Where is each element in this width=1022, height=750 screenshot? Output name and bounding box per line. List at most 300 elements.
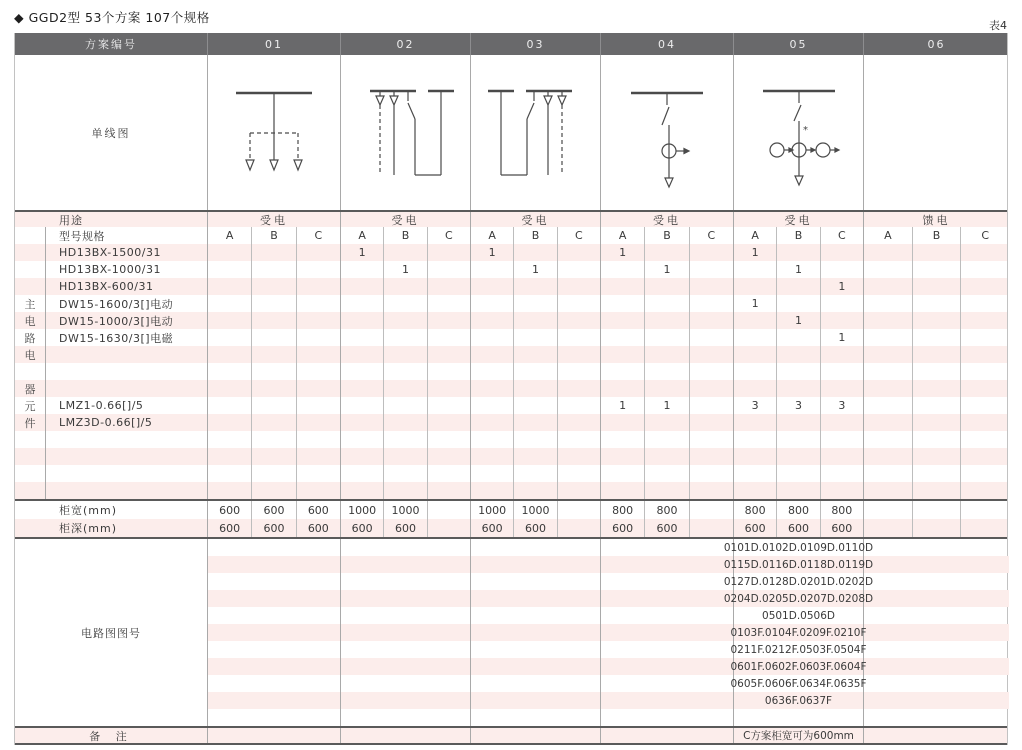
circuit-number-cell-04 xyxy=(601,573,734,590)
grid-cell xyxy=(961,448,1009,465)
header-row xyxy=(15,33,1007,55)
scheme-cells-05 xyxy=(734,227,864,244)
grid-cell xyxy=(208,448,252,465)
grid-cell xyxy=(961,482,1009,499)
spec-header-label: 型号规格 xyxy=(46,227,208,244)
grid-cell xyxy=(961,295,1009,312)
grid-cell xyxy=(428,501,470,519)
grid-cell xyxy=(690,363,733,380)
grid-cell xyxy=(645,482,689,499)
circuit-number-cell-05: 0636F.0637F xyxy=(734,692,864,709)
grid-cell xyxy=(558,329,600,346)
grid-cell xyxy=(341,295,384,312)
scheme-cells-02 xyxy=(341,363,471,380)
circuit-number-cell-04 xyxy=(601,641,734,658)
circuit-number-cell-04 xyxy=(601,607,734,624)
scheme-cells-04 xyxy=(601,227,734,244)
circuit-numbers-section xyxy=(15,537,1007,726)
grid-cell xyxy=(913,465,962,482)
remark-cell-06 xyxy=(864,728,1009,743)
header-scheme-03: 03 xyxy=(471,33,601,55)
circuit-number-cell-06 xyxy=(864,675,1009,692)
grid-cell: 1 xyxy=(384,261,427,278)
scheme-cells-03 xyxy=(471,501,601,519)
grid-cell xyxy=(208,278,252,295)
grid-cell xyxy=(341,397,384,414)
circuit-number-row xyxy=(208,658,1009,675)
grid-cell xyxy=(690,465,733,482)
grid-cell xyxy=(961,346,1009,363)
grid-cell xyxy=(961,501,1009,519)
scheme-cells-04 xyxy=(601,431,734,448)
grid-cell xyxy=(734,363,777,380)
grid-cell xyxy=(208,431,252,448)
circuit-number-cell-04 xyxy=(601,590,734,607)
grid-cell xyxy=(601,465,645,482)
side-label-char: 路 xyxy=(15,329,46,346)
grid-cell xyxy=(514,448,557,465)
grid-cell xyxy=(428,519,470,537)
grid-cell xyxy=(913,380,962,397)
circuit-number-cell-04 xyxy=(601,556,734,573)
grid-cell xyxy=(601,414,645,431)
grid-cell xyxy=(821,448,863,465)
scheme-cells-06 xyxy=(864,448,1009,465)
grid-cell xyxy=(913,519,962,537)
scheme-cells-03 xyxy=(471,448,601,465)
grid-cell xyxy=(297,380,340,397)
circuit-number-cell-06 xyxy=(864,709,1009,726)
grid-cell xyxy=(690,431,733,448)
scheme-cells-06 xyxy=(864,414,1009,431)
grid-cell xyxy=(864,397,913,414)
grid-cell xyxy=(690,501,733,519)
scheme-cells-06 xyxy=(864,346,1009,363)
scheme-cells-05 xyxy=(734,329,864,346)
scheme-cells-06 xyxy=(864,295,1009,312)
grid-cell xyxy=(734,346,777,363)
grid-cell xyxy=(384,431,427,448)
grid-cell xyxy=(961,431,1009,448)
grid-cell xyxy=(208,295,252,312)
scheme-cells-03 xyxy=(471,482,601,499)
grid-cell xyxy=(252,278,296,295)
scheme-cells-02 xyxy=(341,380,471,397)
grid-cell xyxy=(864,278,913,295)
scheme-cells-05 xyxy=(734,312,864,329)
scheme-cells-02 xyxy=(341,431,471,448)
scheme-cells-03 xyxy=(471,329,601,346)
scheme-cells-06 xyxy=(864,278,1009,295)
grid-cell: B xyxy=(645,227,689,244)
grid-cell xyxy=(471,261,514,278)
grid-cell: 3 xyxy=(734,397,777,414)
grid-cell xyxy=(558,465,600,482)
circuit-number-cell-01 xyxy=(208,590,341,607)
table-row xyxy=(15,295,1007,312)
grid-cell xyxy=(471,448,514,465)
grid-cell xyxy=(961,261,1009,278)
scheme-cells-02 xyxy=(341,465,471,482)
grid-cell xyxy=(558,295,600,312)
table-row xyxy=(15,448,1007,465)
grid-cell xyxy=(297,278,340,295)
grid-cell xyxy=(514,278,557,295)
grid-cell xyxy=(690,244,733,261)
grid-cell xyxy=(558,448,600,465)
spec-subheader-row xyxy=(15,227,1007,244)
grid-cell xyxy=(428,295,470,312)
grid-cell xyxy=(777,363,820,380)
single-line-diagram-06-empty xyxy=(864,55,1009,210)
grid-cell: 1 xyxy=(341,244,384,261)
grid-cell xyxy=(558,244,600,261)
usage-value: 受电 xyxy=(521,213,550,227)
component-model-label xyxy=(46,465,208,482)
grid-cell: 600 xyxy=(601,519,645,537)
scheme-cells-04 xyxy=(601,519,734,537)
grid-cell xyxy=(961,312,1009,329)
grid-cell xyxy=(777,465,820,482)
side-label-char xyxy=(15,244,46,261)
circuit-number-cell-05: 0103F.0104F.0209F.0210F xyxy=(734,624,864,641)
grid-cell xyxy=(208,363,252,380)
circuit-number-cell-05 xyxy=(734,709,864,726)
scheme-cells-04 xyxy=(601,244,734,261)
scheme-cells-02 xyxy=(341,244,471,261)
scheme-cells-05 xyxy=(734,346,864,363)
page-title: ◆ GGD2型 53个方案 107个规格 xyxy=(14,10,210,25)
spec-table xyxy=(14,33,1008,745)
circuit-number-cell-02 xyxy=(341,624,471,641)
grid-cell xyxy=(690,519,733,537)
grid-cell xyxy=(471,431,514,448)
grid-cell: 600 xyxy=(471,519,514,537)
grid-cell: 1 xyxy=(734,244,777,261)
table-row xyxy=(15,482,1007,499)
scheme-cells-01 xyxy=(208,519,341,537)
grid-cell xyxy=(601,312,645,329)
grid-cell xyxy=(864,465,913,482)
circuit-number-cell-03 xyxy=(471,692,601,709)
grid-cell xyxy=(913,431,962,448)
grid-cell xyxy=(558,482,600,499)
scheme-cells-02 xyxy=(341,227,471,244)
grid-cell xyxy=(645,363,689,380)
grid-cell: 1 xyxy=(601,244,645,261)
grid-cell xyxy=(645,414,689,431)
grid-cell xyxy=(821,414,863,431)
scheme-cells-01 xyxy=(208,295,341,312)
grid-cell xyxy=(471,465,514,482)
grid-cell xyxy=(471,482,514,499)
remark-cell-01 xyxy=(208,728,341,743)
usage-value: 受电 xyxy=(784,213,813,227)
circuit-number-cell-05: 0115D.0116D.0118D.0119D xyxy=(734,556,864,573)
circuit-number-cell-01 xyxy=(208,675,341,692)
grid-cell xyxy=(252,414,296,431)
grid-cell xyxy=(913,278,962,295)
scheme-cells-05 xyxy=(734,465,864,482)
scheme-cells-05 xyxy=(734,501,864,519)
table-row xyxy=(15,261,1007,278)
usage-value: 受电 xyxy=(653,213,681,227)
scheme-cells-06 xyxy=(864,465,1009,482)
grid-cell xyxy=(428,278,470,295)
remark-value: C方案柜宽可为600mm xyxy=(743,730,854,742)
grid-cell xyxy=(777,414,820,431)
side-label-char xyxy=(15,363,46,380)
scheme-cells-03 xyxy=(471,380,601,397)
circuit-number-row xyxy=(208,692,1009,709)
grid-cell: 3 xyxy=(777,397,820,414)
grid-cell xyxy=(821,363,863,380)
grid-cell xyxy=(558,261,600,278)
side-label-char: 主 xyxy=(15,295,46,312)
grid-cell xyxy=(252,363,296,380)
grid-cell xyxy=(690,482,733,499)
table-row xyxy=(15,278,1007,295)
grid-cell xyxy=(777,448,820,465)
circuit-number-cell-06 xyxy=(864,590,1009,607)
grid-cell xyxy=(558,312,600,329)
scheme-cells-02 xyxy=(341,414,471,431)
grid-cell xyxy=(384,397,427,414)
grid-cell: B xyxy=(252,227,296,244)
grid-cell xyxy=(913,501,962,519)
grid-cell xyxy=(690,329,733,346)
circuit-number-cell-03 xyxy=(471,624,601,641)
scheme-cells-03 xyxy=(471,519,601,537)
header-scheme-04: 04 xyxy=(601,33,734,55)
circuit-number-cell-05: 0101D.0102D.0109D.0110D xyxy=(734,539,864,556)
grid-cell xyxy=(341,448,384,465)
circuit-number-cell-03 xyxy=(471,539,601,556)
grid-cell xyxy=(913,244,962,261)
circuit-number-cell-06 xyxy=(864,556,1009,573)
grid-cell: 1 xyxy=(777,261,820,278)
circuit-number-row xyxy=(208,709,1009,726)
grid-cell xyxy=(601,482,645,499)
grid-cell xyxy=(601,448,645,465)
grid-cell xyxy=(734,312,777,329)
scheme-cells-01 xyxy=(208,261,341,278)
grid-cell xyxy=(734,448,777,465)
grid-cell: 1 xyxy=(838,280,846,293)
scheme-cells-06 xyxy=(864,227,1009,244)
grid-cell xyxy=(690,346,733,363)
grid-cell: 1000 xyxy=(384,501,427,519)
header-scheme-06: 06 xyxy=(927,37,946,51)
grid-cell xyxy=(514,431,557,448)
scheme-cells-01 xyxy=(208,363,341,380)
circuit-number-cell-01 xyxy=(208,692,341,709)
dimension-label: 柜深(mm) xyxy=(15,519,208,537)
scheme-cells-05 xyxy=(734,414,864,431)
scheme-cells-02 xyxy=(341,346,471,363)
grid-cell: C xyxy=(444,229,453,242)
scheme-cells-04 xyxy=(601,482,734,499)
grid-cell xyxy=(645,448,689,465)
grid-cell xyxy=(428,431,470,448)
grid-cell xyxy=(514,397,557,414)
grid-cell xyxy=(864,380,913,397)
circuit-numbers-label: 电路图图号 xyxy=(15,539,208,726)
grid-cell xyxy=(601,261,645,278)
table-row xyxy=(15,380,1007,397)
dimension-row xyxy=(15,519,1007,537)
component-model-label: HD13BX-1000/31 xyxy=(46,261,208,278)
scheme-cells-05 xyxy=(734,278,864,295)
grid-cell xyxy=(645,295,689,312)
grid-cell xyxy=(821,295,863,312)
single-line-diagram-01 xyxy=(208,55,341,210)
grid-cell: A xyxy=(341,227,384,244)
scheme-cells-04 xyxy=(601,363,734,380)
grid-cell xyxy=(864,261,913,278)
circuit-number-cell-06 xyxy=(864,539,1009,556)
usage-cell-05 xyxy=(734,212,864,227)
component-model-label xyxy=(46,346,208,363)
remark-row xyxy=(15,726,1007,745)
grid-cell xyxy=(297,363,340,380)
circuit-number-cell-02 xyxy=(341,709,471,726)
single-line-diagram-05 xyxy=(734,55,864,210)
busbar-three-feeder-icon xyxy=(214,63,334,203)
scheme-cells-01 xyxy=(208,448,341,465)
grid-cell: 600 xyxy=(514,519,557,537)
grid-cell xyxy=(341,380,384,397)
side-label-char: 件 xyxy=(15,414,46,431)
side-label-char xyxy=(15,431,46,448)
scheme-cells-03 xyxy=(471,397,601,414)
scheme-cells-05 xyxy=(734,519,864,537)
circuit-number-cell-05: 0127D.0128D.0201D.0202D xyxy=(734,573,864,590)
grid-cell xyxy=(734,261,777,278)
scheme-cells-02 xyxy=(341,519,471,537)
grid-cell xyxy=(777,329,820,346)
circuit-number-row xyxy=(208,573,1009,590)
grid-cell xyxy=(601,346,645,363)
grid-cell xyxy=(514,244,557,261)
grid-cell xyxy=(514,465,557,482)
grid-cell xyxy=(428,312,470,329)
grid-cell xyxy=(252,465,296,482)
grid-cell xyxy=(428,363,470,380)
grid-cell xyxy=(864,346,913,363)
circuit-number-cell-04 xyxy=(601,658,734,675)
grid-cell xyxy=(514,295,557,312)
grid-cell: 600 xyxy=(645,519,689,537)
grid-cell xyxy=(864,312,913,329)
side-label-char xyxy=(15,482,46,499)
grid-cell xyxy=(208,397,252,414)
scheme-cells-04 xyxy=(601,465,734,482)
table-row xyxy=(15,414,1007,431)
grid-cell xyxy=(913,312,962,329)
component-model-label: HD13BX-600/31 xyxy=(46,278,208,295)
grid-cell xyxy=(558,519,600,537)
grid-cell xyxy=(428,346,470,363)
grid-cell xyxy=(961,380,1009,397)
scheme-cells-01 xyxy=(208,312,341,329)
scheme-cells-05 xyxy=(734,431,864,448)
grid-cell xyxy=(690,380,733,397)
grid-cell xyxy=(384,363,427,380)
grid-cell xyxy=(777,295,820,312)
grid-cell: A xyxy=(734,227,777,244)
grid-cell xyxy=(601,278,645,295)
grid-cell xyxy=(341,312,384,329)
circuit-number-cell-01 xyxy=(208,641,341,658)
grid-cell: 1 xyxy=(514,261,557,278)
header-scheme-01: 01 xyxy=(208,33,341,55)
grid-cell xyxy=(864,501,913,519)
dimensions-section xyxy=(15,499,1007,537)
grid-cell xyxy=(341,346,384,363)
grid-cell xyxy=(821,312,863,329)
table-row xyxy=(15,312,1007,329)
grid-cell xyxy=(734,414,777,431)
component-model-label xyxy=(46,363,208,380)
grid-cell xyxy=(471,414,514,431)
scheme-cells-06 xyxy=(864,482,1009,499)
circuit-number-cell-05: 0501D.0506D xyxy=(734,607,864,624)
circuit-number-cell-04 xyxy=(601,692,734,709)
component-model-label xyxy=(46,482,208,499)
usage-cell-06 xyxy=(864,212,1009,227)
grid-cell xyxy=(558,380,600,397)
grid-cell xyxy=(341,431,384,448)
side-label-char xyxy=(15,261,46,278)
grid-cell xyxy=(297,465,340,482)
circuit-number-cell-02 xyxy=(341,539,471,556)
table-row xyxy=(15,346,1007,363)
side-label-char xyxy=(15,227,46,244)
grid-cell xyxy=(297,431,340,448)
grid-cell xyxy=(428,465,470,482)
grid-cell xyxy=(384,244,427,261)
scheme-cells-06 xyxy=(864,380,1009,397)
grid-cell: 600 xyxy=(831,521,853,535)
grid-cell xyxy=(297,244,340,261)
side-label-char xyxy=(15,465,46,482)
grid-cell xyxy=(428,482,470,499)
usage-cell-01 xyxy=(208,212,341,227)
grid-cell xyxy=(864,448,913,465)
grid-cell: 600 xyxy=(252,519,296,537)
grid-cell: A xyxy=(471,227,514,244)
grid-cell: 600 xyxy=(384,519,427,537)
component-model-label: LMZ1-0.66[]/5 xyxy=(46,397,208,414)
grid-cell xyxy=(252,397,296,414)
grid-cell xyxy=(690,278,733,295)
grid-cell xyxy=(961,414,1009,431)
circuit-number-cell-03 xyxy=(471,709,601,726)
grid-cell xyxy=(690,261,733,278)
grid-cell xyxy=(208,312,252,329)
grid-cell xyxy=(558,397,600,414)
circuit-number-row xyxy=(208,624,1009,641)
component-model-label xyxy=(46,380,208,397)
circuit-number-cell-01 xyxy=(208,658,341,675)
grid-cell xyxy=(341,414,384,431)
grid-cell xyxy=(208,261,252,278)
grid-cell xyxy=(601,380,645,397)
header-scheme-label: 方案编号 xyxy=(15,33,208,55)
grid-cell xyxy=(514,380,557,397)
grid-cell xyxy=(690,448,733,465)
